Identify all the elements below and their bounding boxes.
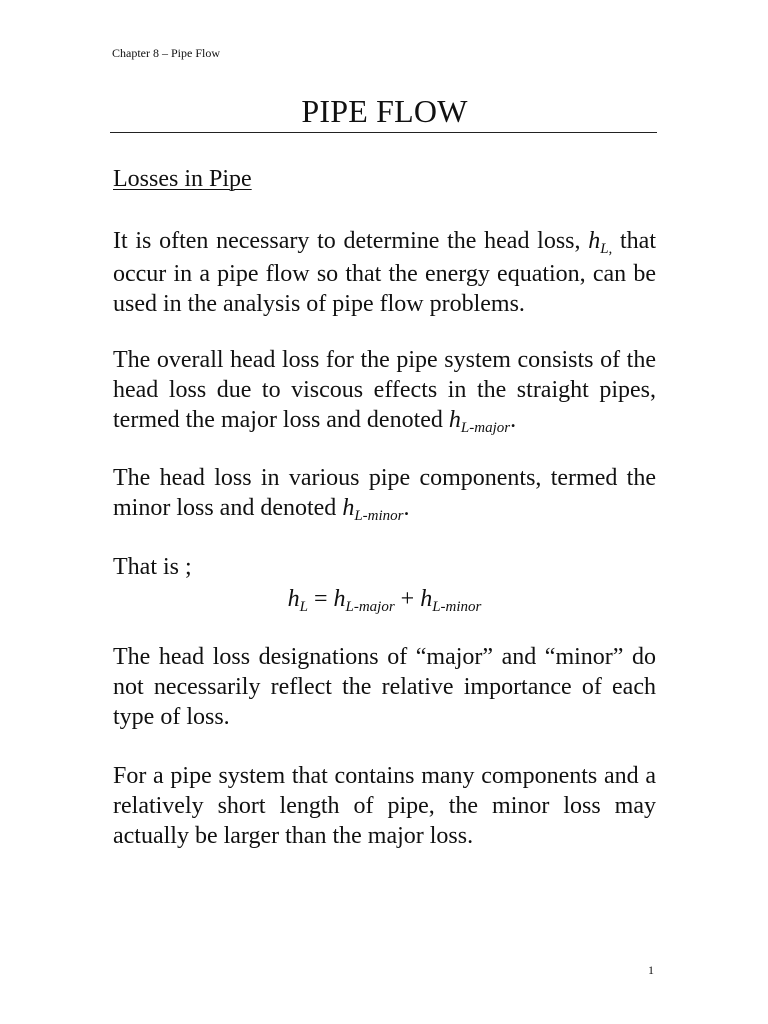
head-loss-equation (113, 584, 656, 617)
equation-lhs-subscript: L (299, 599, 308, 615)
paragraph-minor-loss (113, 463, 656, 526)
page-title: PIPE FLOW (301, 93, 468, 129)
paragraph-that-is: That is ; (113, 554, 192, 580)
paragraph-designations: The head loss designations of “major” and “minor” do not necessarily reflect the relative importance of each type of loss. (113, 644, 656, 730)
equation-lhs-symbol: h (287, 586, 300, 612)
equation-term2-subscript: L-minor (432, 599, 482, 615)
section-heading: Losses in Pipe (113, 166, 252, 192)
equation-plus: + (394, 586, 421, 612)
paragraph-text: The overall head loss for the pipe system consists of the head loss due to viscous effects in the straight pipes, termed the major loss and denoted (113, 347, 656, 433)
paragraph-text: . (510, 407, 517, 433)
minor-loss-symbol: h (342, 495, 355, 521)
paragraph-text: that occur in a pipe flow so that the energy equation, can be used in the analysis of pipe flow problems. (113, 228, 656, 317)
major-loss-symbol: h (448, 407, 461, 433)
minor-loss-subscript: L-minor (354, 508, 404, 524)
equation-term2-symbol: h (420, 586, 433, 612)
major-loss-subscript: L-major (460, 420, 511, 436)
paragraph-head-loss-intro (113, 226, 656, 319)
head-loss-symbol: h (588, 228, 601, 254)
head-loss-subscript: L, (600, 241, 613, 257)
paragraph-many-components: For a pipe system that contains many components and a relatively short length of pipe, the minor loss may actually be larger than the major loss. (113, 763, 656, 849)
paragraph-text: . (403, 495, 410, 521)
paragraph-text: It is often necessary to determine the head loss, (113, 228, 589, 254)
equation-term1-subscript: L-major (345, 599, 395, 615)
page-number: 1 (648, 963, 654, 977)
running-header: Chapter 8 – Pipe Flow (112, 46, 220, 60)
title-rule (110, 132, 657, 133)
paragraph-text: The head loss in various pipe components, termed the minor loss and denoted (113, 465, 656, 521)
paragraph-major-loss (113, 345, 656, 438)
equation-term1-symbol: h (333, 586, 346, 612)
equation-equals: = (307, 586, 334, 612)
